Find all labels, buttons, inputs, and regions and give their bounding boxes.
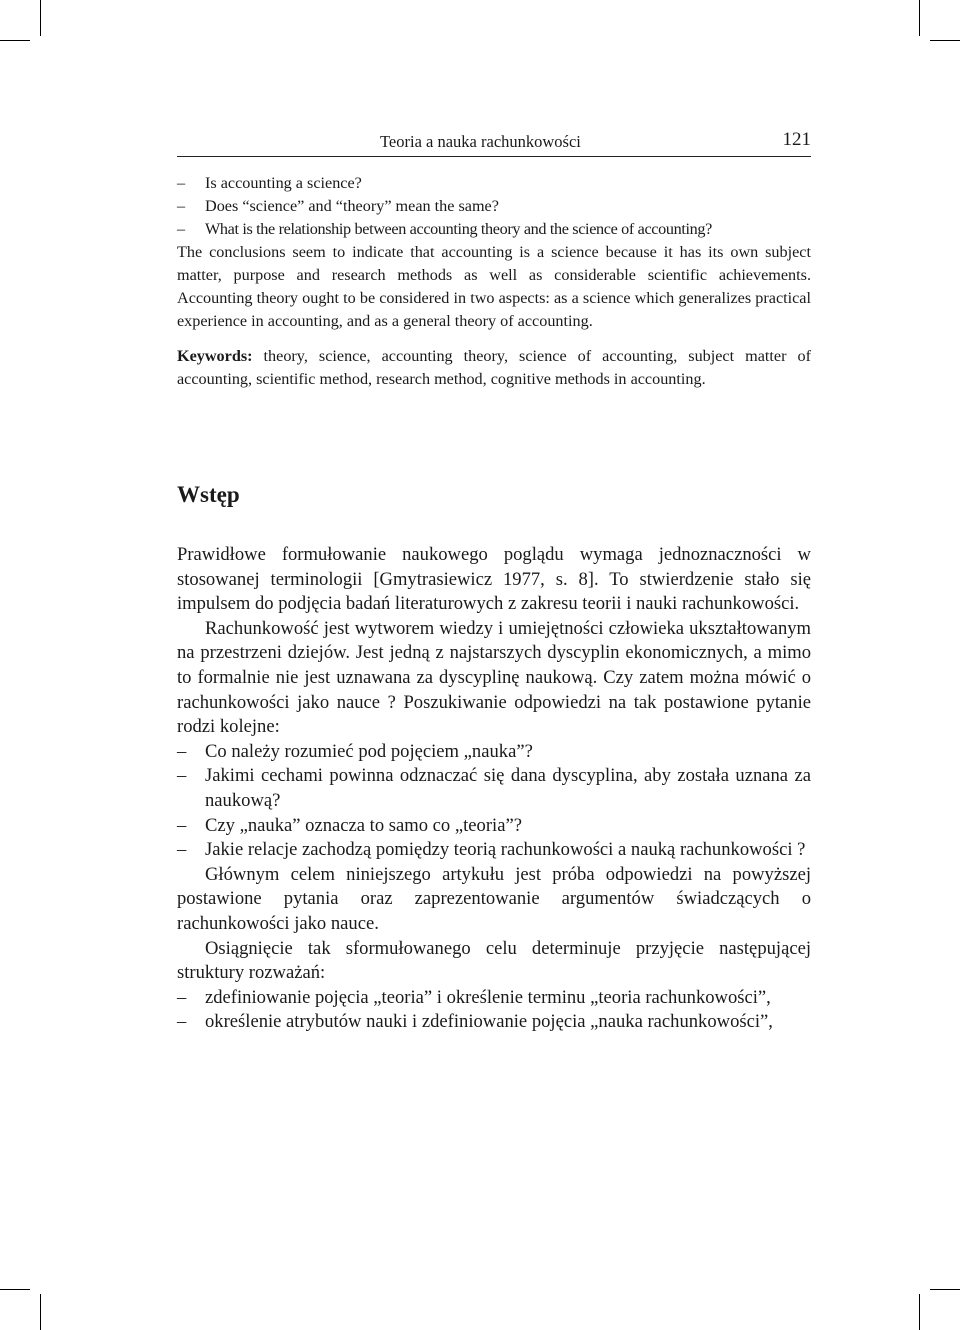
paragraph: Osiągnięcie tak sformułowanego celu determinuje przyjęcie następującej struktury rozważań:	[177, 937, 811, 984]
list-dash: –	[177, 740, 187, 762]
list-item	[177, 814, 811, 839]
abstract-question	[177, 218, 811, 241]
list-dash: –	[177, 197, 186, 215]
section-body	[177, 543, 811, 1035]
list-item	[177, 986, 811, 1011]
crop-mark	[919, 1294, 920, 1330]
crop-mark	[919, 0, 920, 36]
abstract-question-text: Is accounting a science?	[205, 174, 362, 192]
list-dash: –	[177, 1011, 187, 1033]
list-dash: –	[177, 174, 186, 192]
paragraph: Głównym celem niniejszego artykułu jest próba odpowiedzi na powyższej postawione pytania oraz zaprezentowanie argumentów świadczących o rachunkowości jako nauce.	[177, 863, 811, 934]
list-dash: –	[177, 839, 187, 861]
crop-mark	[0, 40, 30, 41]
section-heading: Wstęp	[177, 482, 240, 507]
list-item-text: zdefiniowanie pojęcia „teoria” i określenie terminu „teoria rachunkowości”,	[205, 986, 771, 1008]
abstract-question	[177, 172, 811, 195]
list-item-text: Jakie relacje zachodzą pomiędzy teorią rachunkowości a nauką rachunkowości ?	[205, 839, 806, 861]
list-item	[177, 1010, 811, 1035]
list-item-text: Co należy rozumieć pod pojęciem „nauka”?	[205, 740, 533, 762]
crop-mark	[40, 0, 41, 36]
paragraph: Prawidłowe formułowanie naukowego poglądu wymaga jednoznaczności w stosowanej terminologii [Gmytrasiewicz 1977, s. 8]. To stwierdzenie stało się impulsem do podjęcia badań literaturowych z zakresu teorii i nauki rachunkowości.	[177, 544, 811, 615]
abstract	[177, 172, 811, 391]
keywords-text: theory, science, accounting theory, science of accounting, subject matter of accounting, scientific method, research method, cognitive methods in accounting.	[177, 347, 811, 388]
crop-mark	[40, 1294, 41, 1330]
list-item	[177, 740, 811, 765]
running-header	[177, 130, 811, 157]
list-item	[177, 838, 811, 863]
list-item-text: Czy „nauka” oznacza to samo co „teoria”?	[205, 814, 522, 836]
abstract-conclusion: The conclusions seem to indicate that accounting is a science because it has its own subject matter, purpose and research methods as well as considerable scientific achievements. Accounting theory ought to be considered in two aspects: as a science which generalizes practical experience in accounting, and as a general theory of accounting.	[177, 243, 811, 330]
abstract-question-text: Does “science” and “theory” mean the same?	[205, 197, 499, 215]
abstract-question-text: What is the relationship between accounting theory and the science of accounting?	[205, 220, 712, 238]
paragraph: Rachunkowość jest wytworem wiedzy i umiejętności człowieka ukształtowanym na przestrzeni dziejów. Jest jedną z najstarszych dyscyplin ekonomicznych, a mimo to formalnie nie jest uznawana za dyscyplinę naukową. Czy zatem można mówić o rachunkowości jako nauce ? Poszukiwanie odpowiedzi na tak postawione pytanie rodzi kolejne:	[177, 617, 811, 738]
list-item-text: określenie atrybutów nauki i zdefiniowanie pojęcia „nauka rachunkowości”,	[205, 1011, 773, 1033]
crop-mark	[930, 1289, 960, 1290]
crop-mark	[0, 1289, 30, 1290]
page-number: 121	[782, 129, 811, 150]
running-title: Teoria a nauka rachunkowości	[380, 132, 581, 151]
list-dash: –	[177, 765, 187, 787]
list-item	[177, 764, 811, 813]
list-dash: –	[177, 986, 187, 1008]
list-dash: –	[177, 220, 185, 238]
list-dash: –	[177, 814, 187, 836]
list-item-text: Jakimi cechami powinna odznaczać się dana dyscyplina, aby została uznana za naukową?	[205, 765, 811, 811]
page-content	[177, 172, 811, 1035]
crop-mark	[930, 40, 960, 41]
keywords	[177, 345, 811, 391]
keywords-label: Keywords:	[177, 347, 253, 365]
abstract-question	[177, 195, 811, 218]
